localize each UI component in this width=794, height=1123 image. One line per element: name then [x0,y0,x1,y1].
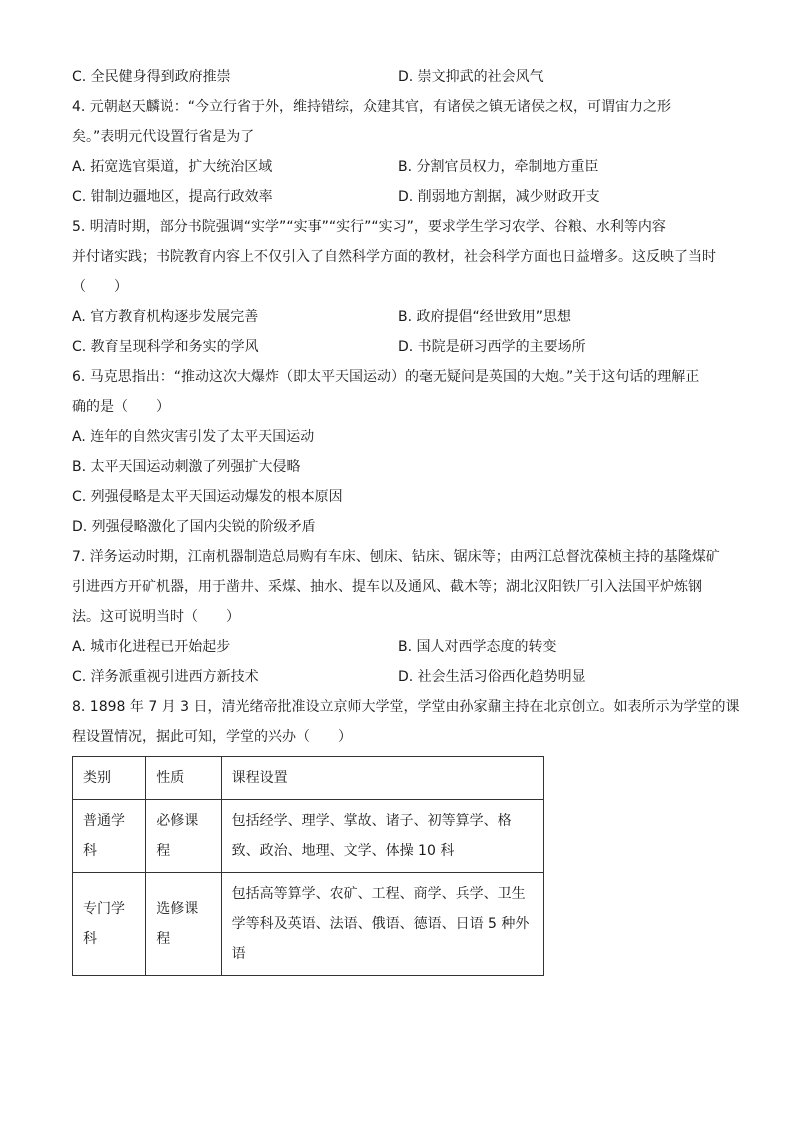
question-6 [72,362,722,542]
q5-stem-line-1: 5. 明清时期，部分书院强调“实学”“实事”“实行”“实习”，要求学生学习农学、谷粮、水利等内容 [72,219,666,235]
courses-line: 学等科及英语、法语、俄语、德语、日语 5 种外 [231,916,530,932]
q4-stem-line-1: 4. 元朝赵天麟说：“今立行省于外，维持错综，众建其官，有诸侯之镇无诸侯之权，可谓宙力之形 [72,99,672,115]
cell-courses [221,800,543,873]
q5-stem-line-3: （ ） [72,279,128,295]
question-5 [72,212,722,362]
header-courses: 课程设置 [221,757,543,800]
header-nature: 性质 [146,757,221,800]
q5-stem-line-2: 并付诸实践；书院教育内容上不仅引入了自然科学方面的教材，社会科学方面也日益增多。这反映了当时 [72,249,716,265]
table-row [73,800,544,873]
q6-option-a[interactable]: A. 连年的自然灾害引发了太平天国运动 [72,429,315,445]
table-header-row [73,757,544,800]
q4-options-cd [72,182,722,212]
q8-stem-line-2: 程设置情况，据此可知，学堂的兴办（ ） [72,729,352,745]
exam-page [72,62,740,976]
table-row [73,873,544,976]
q5-option-a[interactable]: A. 官方教育机构逐步发展完善 [72,309,259,325]
q5-option-b[interactable]: B. 政府提倡“经世致用”思想 [398,309,572,325]
q7-options-ab [72,632,722,662]
courses-line: 包括经学、理学、掌故、诸子、初等算学、格 [231,813,512,829]
q5-option-d[interactable]: D. 书院是研习西学的主要场所 [398,339,586,355]
q3-option-d[interactable]: D. 崇文抑武的社会风气 [398,69,544,85]
q6-option-b[interactable]: B. 太平天国运动刺激了列强扩大侵略 [72,459,301,475]
courses-line: 致、政治、地理、文学、体操 10 科 [231,843,455,859]
header-category: 类别 [73,757,146,800]
q5-option-c[interactable]: C. 教育呈现科学和务实的学风 [72,339,259,355]
q7-stem-line-2: 引进西方开矿机器，用于凿井、采煤、抽水、提车以及通风、截木等；湖北汉阳铁厂引入法国平炉炼钢 [72,579,702,595]
courses-line: 语 [231,946,246,962]
q7-stem-line-3: 法。这可说明当时（ ） [72,609,240,625]
q7-option-b[interactable]: B. 国人对西学态度的转变 [398,639,557,655]
q7-options-cd [72,662,722,692]
q4-option-a[interactable]: A. 拓宽选官渠道，扩大统治区域 [72,159,273,175]
q4-options-ab [72,152,722,182]
q7-option-a[interactable]: A. 城市化进程已开始起步 [72,639,231,655]
q4-option-d[interactable]: D. 削弱地方割据，减少财政开支 [398,189,600,205]
cell-category: 普通学科 [73,800,146,873]
cell-courses [221,873,543,976]
question-7 [72,542,722,692]
cell-nature: 必修课程 [146,800,221,873]
cell-category: 专门学科 [73,873,146,976]
q4-option-c[interactable]: C. 钳制边疆地区，提高行政效率 [72,189,273,205]
cell-nature: 选修课程 [146,873,221,976]
q6-option-d[interactable]: D. 列强侵略激化了国内尖锐的阶级矛盾 [72,519,316,535]
q8-stem-line-1: 8. 1898 年 7 月 3 日，清光绪帝批准设立京师大学堂，学堂由孙家鼐主持在北京创立。如表所示为学堂的课 [72,699,740,715]
q7-option-c[interactable]: C. 洋务派重视引进西方新技术 [72,669,259,685]
q6-stem-line-2: 确的是（ ） [72,399,170,415]
q3-option-c[interactable]: C. 全民健身得到政府推崇 [72,69,231,85]
q7-stem-line-1: 7. 洋务运动时期，江南机器制造总局购有车床、刨床、钻床、锯床等；由两江总督沈葆桢主持的基隆煤矿 [72,549,720,565]
q5-options-cd [72,332,722,362]
q3-options-cd [72,62,722,92]
q4-stem-line-2: 矣。”表明元代设置行省是为了 [72,129,255,145]
q4-option-b[interactable]: B. 分割官员权力，牵制地方重臣 [398,159,599,175]
curriculum-table [72,756,544,976]
question-4 [72,92,722,212]
q6-option-c[interactable]: C. 列强侵略是太平天国运动爆发的根本原因 [72,489,343,505]
q6-stem-line-1: 6. 马克思指出：“推动这次大爆炸（即太平天国运动）的毫无疑问是英国的大炮。”关于这句话的理解正 [72,369,700,385]
question-8 [72,692,740,976]
courses-line: 包括高等算学、农矿、工程、商学、兵学、卫生 [231,886,526,902]
q7-option-d[interactable]: D. 社会生活习俗西化趋势明显 [398,669,586,685]
q5-options-ab [72,302,722,332]
